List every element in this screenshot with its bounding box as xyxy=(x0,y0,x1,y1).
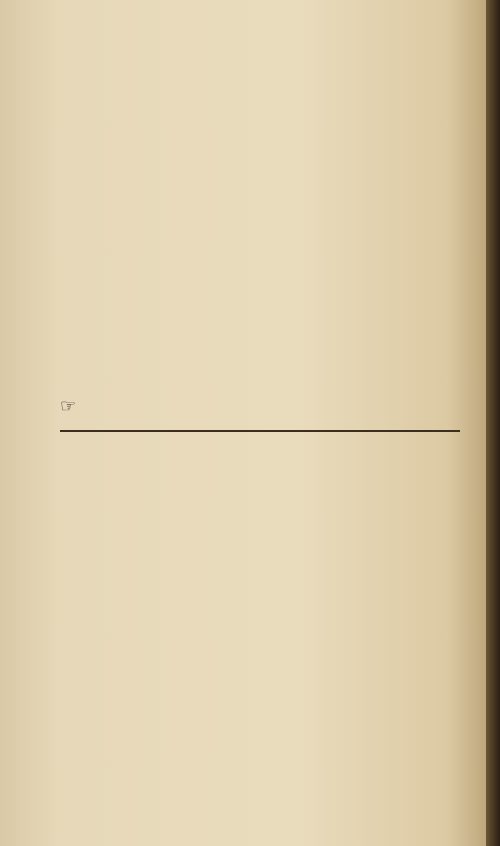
pointing-hand-icon: ☞ xyxy=(60,396,77,417)
section-rule xyxy=(60,430,460,432)
page-edge xyxy=(486,0,500,846)
running-header xyxy=(72,6,472,22)
